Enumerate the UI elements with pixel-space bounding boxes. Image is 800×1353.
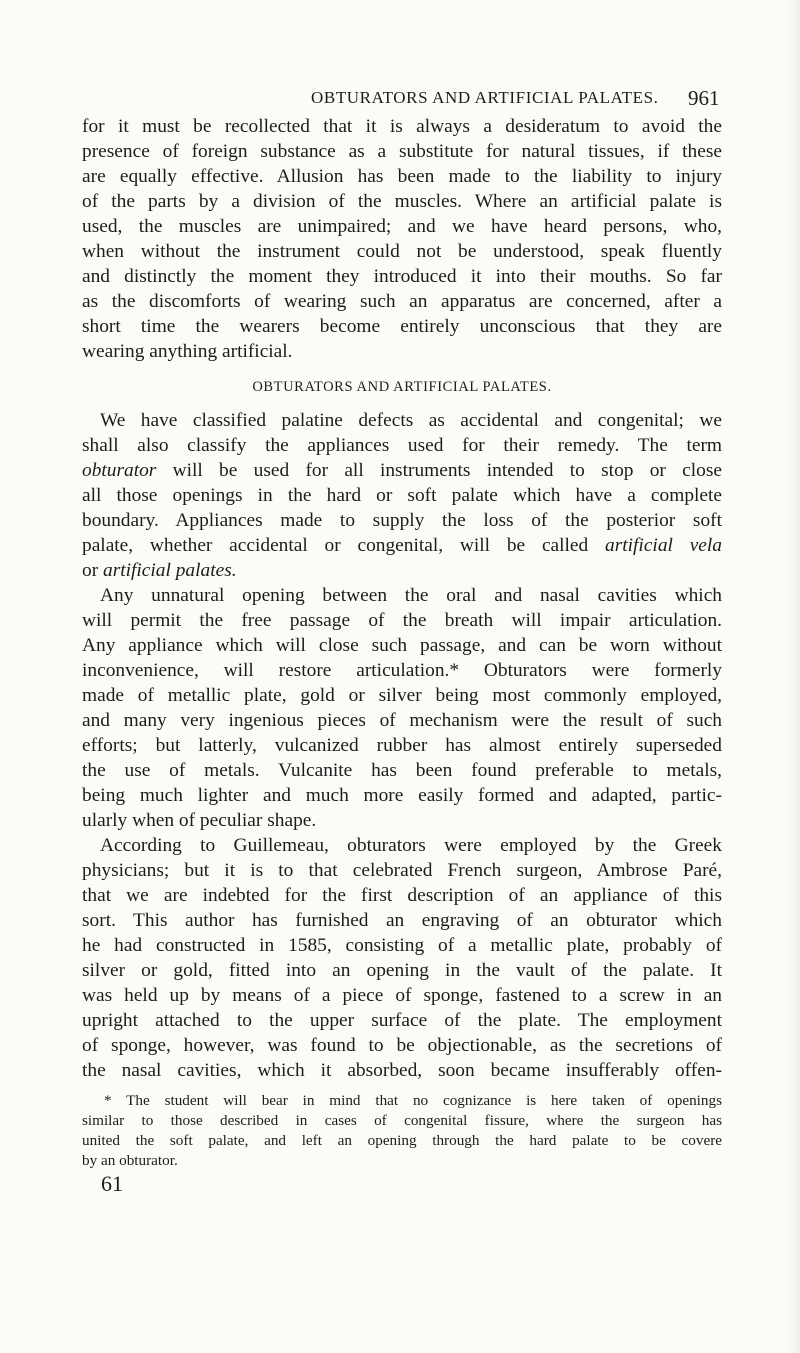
page-edge-shadow: [788, 0, 800, 1353]
text-fragment: will be used for all instruments intended to stop or close: [156, 460, 722, 481]
text-line: efforts; but latterly, vulcanized rubber has almost entirely superseded: [82, 735, 722, 756]
text-line: that we are indebted for the first description of an appliance of this: [82, 885, 722, 906]
text-line: and distinctly the moment they introduced it into their mouths. So far: [82, 266, 722, 287]
continued-paragraph: [82, 114, 722, 364]
text-line: [82, 558, 722, 583]
text-line: for it must be recollected that it is always a desideratum to avoid the: [82, 116, 722, 137]
term-obturator: obturator: [82, 460, 157, 481]
text-fragment: or: [82, 560, 104, 581]
text-line: being much lighter and much more easily formed and adapted, partic-: [82, 785, 722, 806]
text-line: boundary. Appliances made to supply the loss of the posterior soft: [82, 510, 722, 531]
text-line: [82, 458, 722, 483]
text-line: when without the instrument could not be understood, speak fluently: [82, 241, 722, 262]
term-artificial-palates: artificial palates.: [103, 560, 237, 581]
text-line: physicians; but it is to that celebrated French surgeon, Ambrose Paré,: [82, 860, 722, 881]
paragraph-articulation: [82, 583, 722, 833]
text-line: of the parts by a division of the muscles. Where an artificial palate is: [82, 191, 722, 212]
text-line: upright attached to the upper surface of the plate. The employment: [82, 1010, 722, 1031]
text-line: are equally effective. Allusion has been made to the liability to injury: [82, 166, 722, 187]
paragraph-history: [82, 833, 722, 1083]
footnote-line: united the soft palate, and left an opening through the hard palate to be covere: [82, 1132, 722, 1149]
text-line: the use of metals. Vulcanite has been found preferable to metals,: [82, 760, 722, 781]
text-line: shall also classify the appliances used for their remedy. The term: [82, 435, 722, 456]
text-fragment: palate, whether accidental or congenital, will be called: [82, 535, 606, 556]
paragraph-classification: [82, 408, 722, 583]
footnote-line: * The student will bear in mind that no cognizance is here taken of openings: [104, 1092, 722, 1109]
text-line: According to Guillemeau, obturators were employed by the Greek: [100, 835, 722, 856]
text-line: all those openings in the hard or soft palate which have a complete: [82, 485, 722, 506]
text-line: used, the muscles are unimpaired; and we have heard persons, who,: [82, 216, 722, 237]
text-line: Any appliance which will close such passage, and can be worn without: [82, 635, 722, 656]
text-line: sort. This author has furnished an engraving of an obturator which: [82, 910, 722, 931]
text-line: [82, 533, 722, 558]
page-body: [82, 114, 722, 1197]
text-line: presence of foreign substance as a substitute for natural tissues, if these: [82, 141, 722, 162]
term-artificial-vela: artificial vela: [605, 535, 722, 556]
running-head: OBTURATORS AND ARTIFICIAL PALATES.: [311, 88, 659, 107]
section-heading: OBTURATORS AND ARTIFICIAL PALATES.: [252, 379, 552, 395]
text-line: will permit the free passage of the breath will impair articulation.: [82, 610, 722, 631]
text-line: and many very ingenious pieces of mechanism were the result of such: [82, 710, 722, 731]
text-line: he had constructed in 1585, consisting of a metallic plate, probably of: [82, 935, 722, 956]
text-line: was held up by means of a piece of sponge, fastened to a screw in an: [82, 985, 722, 1006]
text-line: ularly when of peculiar shape.: [82, 810, 317, 831]
text-line: the nasal cavities, which it absorbed, soon became insufferably offen-: [82, 1060, 722, 1081]
footnote: [82, 1091, 722, 1171]
footnote-line: by an obturator.: [82, 1152, 178, 1169]
text-line: wearing anything artificial.: [82, 341, 293, 362]
text-line: made of metallic plate, gold or silver being most commonly employed,: [82, 685, 722, 706]
text-line: silver or gold, fitted into an opening in the vault of the palate. It: [82, 960, 722, 981]
text-line: as the discomforts of wearing such an apparatus are concerned, after a: [82, 291, 722, 312]
footnote-line: similar to those described in cases of congenital fissure, where the surgeon has: [82, 1112, 722, 1129]
text-line: of sponge, however, was found to be objectionable, as the secretions of: [82, 1035, 722, 1056]
text-line: short time the wearers become entirely unconscious that they are: [82, 316, 722, 337]
text-line: inconvenience, will restore articulation.* Obturators were formerly: [82, 660, 722, 681]
text-line: Any unnatural opening between the oral and nasal cavities which: [100, 585, 722, 606]
signature-mark: 61: [101, 1171, 123, 1196]
text-line: We have classified palatine defects as accidental and congenital; we: [100, 410, 722, 431]
page-number: 961: [688, 86, 720, 110]
